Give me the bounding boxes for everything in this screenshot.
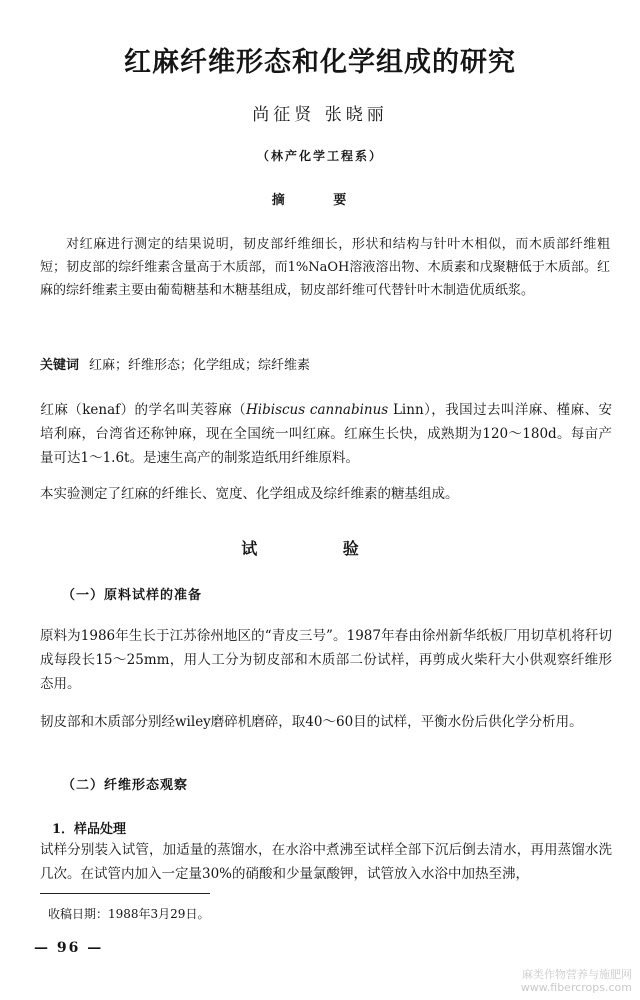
page-number: — 96 — (34, 940, 104, 956)
subsection-1-paragraph-1: 原料为1986年生长于江苏徐州地区的“青皮三号”。1987年春由徐州新华纸板厂用切草机将秆切成每段长15～25mm，用人工分为韧皮部和木质部二份试样，再剪成火柴秆大小供观察纤维形态用。 (40, 628, 612, 692)
subsection-1-heading: （一）原料试样的准备 (62, 588, 203, 603)
scientific-name: Hibiscus cannabinus (246, 402, 389, 418)
item-1-heading: 1．样品处理 (52, 822, 127, 837)
paper-authors: 尚征贤 张晓丽 (252, 105, 388, 125)
intro-paragraph-2: 本实验测定了红麻的纤维长、宽度、化学组成及综纤维素的糖基组成。 (40, 486, 459, 502)
keywords-text: 红麻；纤维形态；化学组成；综纤维素 (89, 358, 311, 373)
watermark-line-2: www.fibercrops.com (520, 981, 632, 994)
section-title: 试 验 (241, 539, 399, 558)
footnote-rule (40, 893, 210, 894)
abstract-heading: 摘 要 (271, 193, 369, 208)
subsection-1-paragraph-2: 韧皮部和木质部分别经wiley磨碎机磨碎，取40～60目的试样，平衡水份后供化学分析用。 (40, 714, 583, 730)
intro-p1-start: 红麻（kenaf）的学名叫芙蓉麻（ (40, 402, 247, 418)
abstract-text: 对红麻进行测定的结果说明，韧皮部纤维细长，形状和结构与针叶木相似，而木质部纤维粗短；韧皮部的综纤维素含量高于木质部，而1%NaOH溶液溶出物、木质素和戊聚糖低于木质部。红麻的综纤维素主要由葡萄糖基和木糖基组成，韧皮部纤维可代替针叶木制造优质纸浆。 (40, 237, 610, 298)
watermark-line-1: 麻类作物营养与施肥网 (522, 968, 632, 981)
keywords-label: 关键词 (40, 358, 80, 373)
paper-title: 红麻纤维形态和化学组成的研究 (124, 47, 516, 78)
item-1-paragraph: 试样分别装入试管，加适量的蒸馏水，在水浴中煮沸至试样全部下沉后倒去清水，再用蒸馏水洗几次。在试管内加入一定量30%的硝酸和少量氯酸钾，试管放入水浴中加热至沸， (40, 842, 612, 882)
subsection-2-heading: （二）纤维形态观察 (62, 778, 189, 793)
intro-p1-end: Linn），我国过去叫洋麻、槿麻、安培利麻，台湾省还称钟麻，现在全国统一叫红麻。红麻生长快，成熟期为120～180d。每亩产量可达1～1.6t。是速生高产的制浆造纸用纤维原料。 (40, 402, 612, 466)
keywords (40, 356, 610, 376)
intro-paragraph-1 (40, 398, 612, 470)
footnote: 收稿日期：1988年3月29日。 (48, 907, 210, 921)
paper-affiliation: （林产化学工程系） (256, 149, 383, 163)
